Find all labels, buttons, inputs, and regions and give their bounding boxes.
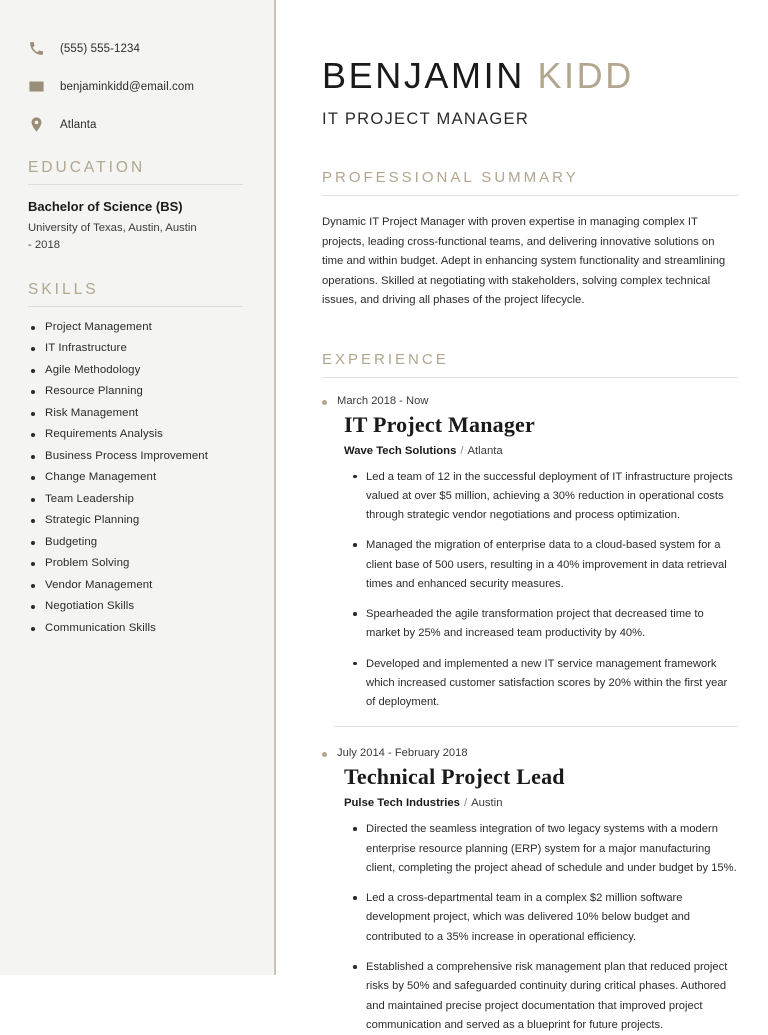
experience-bullet: Developed and implemented a new IT service management framework which increased customer satisfaction scores by 20% within the first year of deployment. bbox=[352, 655, 738, 713]
skill-item: IT Infrastructure bbox=[28, 342, 248, 354]
experience-section bbox=[322, 351, 738, 1035]
experience-bullet: Led a cross-departmental team in a complex $2 million software development project, which was delivered 10% below budget and contributed to a 35% increase in operational efficiency. bbox=[352, 889, 738, 947]
experience-location: Atlanta bbox=[468, 445, 503, 457]
skills-heading: SKILLS bbox=[28, 281, 248, 299]
skill-item: Requirements Analysis bbox=[28, 428, 248, 440]
contact-list bbox=[28, 40, 248, 133]
experience-bullet: Managed the migration of enterprise data to a cloud-based system for a client base of 500 users, resulting in a 40% improvement in data retrieval times and enhanced security measures. bbox=[352, 536, 738, 594]
skill-item: Negotiation Skills bbox=[28, 600, 248, 612]
experience-company-line bbox=[344, 797, 738, 809]
skills-divider bbox=[28, 306, 243, 307]
skill-item: Team Leadership bbox=[28, 493, 248, 505]
education-degree: Bachelor of Science (BS) bbox=[28, 199, 248, 214]
skill-item: Vendor Management bbox=[28, 579, 248, 591]
skill-item: Change Management bbox=[28, 471, 248, 483]
skill-item: Communication Skills bbox=[28, 622, 248, 634]
envelope-icon bbox=[28, 78, 45, 95]
experience-company: Wave Tech Solutions bbox=[344, 445, 456, 457]
education-year: - 2018 bbox=[28, 237, 248, 254]
experience-bullet: Established a comprehensive risk management plan that reduced project risks by 50% and safeguarded continuity during critical phases. Authored and maintained precise project documentation that improved project communication and served as a blueprint for future projects. bbox=[352, 958, 738, 1035]
entry-divider bbox=[334, 726, 738, 727]
education-section bbox=[28, 159, 248, 254]
experience-location: Austin bbox=[471, 797, 502, 809]
summary-text: Dynamic IT Project Manager with proven expertise in managing complex IT projects, leading cross-functional teams, and delivering innovative solutions on time and within budget. Adept in enhancing system functionality and streamlining operations. Skilled at negotiating with stakeholders, solving complex technical issues, and driving all phases of the project lifecycle. bbox=[322, 213, 738, 310]
first-name: BENJAMIN bbox=[322, 55, 525, 96]
location-text: Atlanta bbox=[60, 119, 97, 131]
skill-item: Risk Management bbox=[28, 407, 248, 419]
experience-company-line bbox=[344, 445, 738, 457]
skill-item: Agile Methodology bbox=[28, 364, 248, 376]
experience-date: July 2014 - February 2018 bbox=[322, 747, 738, 759]
experience-entry bbox=[322, 747, 738, 1035]
education-school: University of Texas, Austin, Austin bbox=[28, 220, 248, 237]
last-name: KIDD bbox=[537, 55, 633, 96]
experience-bullet: Directed the seamless integration of two legacy systems with a modern enterprise resource planning (ERP) system for a major manufacturing client, completing the project ahead of schedule and under budget by 15%. bbox=[352, 820, 738, 878]
experience-bullet: Led a team of 12 in the successful deployment of IT infrastructure projects valued at over $5 million, achieving a 30% reduction in operational costs through strategic vendor negotiations and process optimization. bbox=[352, 468, 738, 526]
skill-item: Strategic Planning bbox=[28, 514, 248, 526]
skills-section bbox=[28, 281, 248, 634]
skill-item: Business Process Improvement bbox=[28, 450, 248, 462]
experience-bullets bbox=[352, 820, 738, 1035]
phone-text: (555) 555-1234 bbox=[60, 43, 140, 55]
contact-phone bbox=[28, 40, 248, 57]
skill-item: Project Management bbox=[28, 321, 248, 333]
experience-heading: EXPERIENCE bbox=[322, 351, 738, 368]
experience-separator: / bbox=[460, 445, 463, 457]
education-divider bbox=[28, 184, 243, 185]
sidebar bbox=[0, 0, 276, 975]
experience-role: Technical Project Lead bbox=[344, 764, 738, 790]
experience-entry bbox=[322, 395, 738, 713]
headline: IT PROJECT MANAGER bbox=[322, 110, 738, 129]
education-heading: EDUCATION bbox=[28, 159, 248, 177]
main-content bbox=[276, 0, 768, 975]
contact-location bbox=[28, 116, 248, 133]
experience-separator: / bbox=[464, 797, 467, 809]
experience-divider bbox=[322, 377, 738, 378]
summary-divider bbox=[322, 195, 738, 196]
page-title bbox=[322, 55, 738, 96]
summary-section bbox=[322, 169, 738, 310]
contact-email bbox=[28, 78, 248, 95]
summary-heading: PROFESSIONAL SUMMARY bbox=[322, 169, 738, 186]
skill-item: Resource Planning bbox=[28, 385, 248, 397]
experience-role: IT Project Manager bbox=[344, 412, 738, 438]
experience-bullet: Spearheaded the agile transformation project that decreased time to market by 25% and increased team productivity by 40%. bbox=[352, 605, 738, 644]
phone-icon bbox=[28, 40, 45, 57]
experience-date: March 2018 - Now bbox=[322, 395, 738, 407]
skill-item: Budgeting bbox=[28, 536, 248, 548]
skills-list bbox=[28, 321, 248, 634]
experience-bullets bbox=[352, 468, 738, 713]
experience-company: Pulse Tech Industries bbox=[344, 797, 460, 809]
experience-list bbox=[322, 395, 738, 1035]
skill-item: Problem Solving bbox=[28, 557, 248, 569]
location-pin-icon bbox=[28, 116, 45, 133]
email-text: benjaminkidd@email.com bbox=[60, 81, 194, 93]
